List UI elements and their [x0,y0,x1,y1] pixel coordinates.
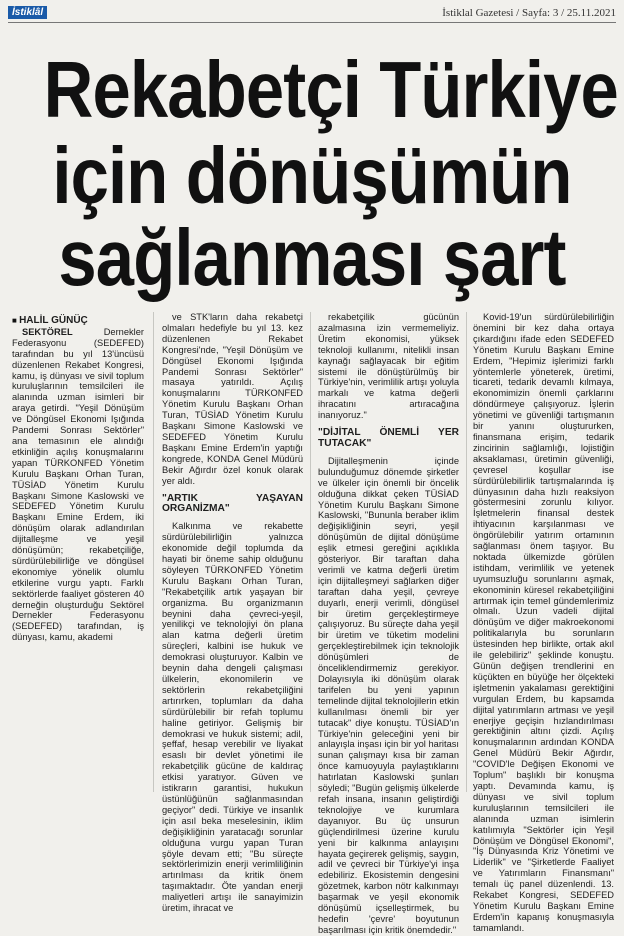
headline-line-3: sağlanması şart [58,213,566,302]
article-column-2 [162,312,303,914]
paragraph: ve STK'ların daha rekabetçi olmaları hedefiyle bu yıl 13. kez düzenlenen Rekabet Kongresi'nde, "Yeşil Dönüşüm ve Döngüsel Ekonomi Işığında Pandemi Sonrası Sektörler" masaya yatırıldı. Açılış konuşmalarını TÜRKONFED Yönetim Kurulu Başkanı Orhan Turan, TÜSİAD Yönetim Kurulu Başkanı Simone Kaslowski ve SEDEFED Yönetim Kurulu Başkanı Emine Erdem'in yaptığı kongrede, KONDA Genel Müdürü Bekir Ağırdır özel konuk olarak yer aldı. [162,312,303,486]
headline-line-2: için dönüşümün [52,131,572,220]
page-header [8,6,616,23]
article-column-1 [12,312,144,643]
newspaper-logo: İstiklâl [8,6,47,19]
paragraph: rekabetçilik gücünün azalmasına izin vermemeliyiz. Üretim ekonomisi, yüksek teknoloji kullanımı, nitelikli insan kaynağı sağlayacak bir eğitim sistemi ile dönüştürülmüş bir Türkiye'nin, verimlilik artışı yoluyla markalı ve katma değerli ihracatını artıracağına inanıyoruz." [318,312,459,421]
column-divider [153,312,154,792]
column-divider [466,312,467,792]
subheading: "ARTIK YAŞAYAN ORGANİZMA" [162,492,303,515]
source-line: İstiklal Gazetesi / Sayfa: 3 / 25.11.2021 [442,7,616,19]
lead-word: SEKTÖREL [22,326,73,337]
paragraph [12,327,144,643]
subheading: "DİJİTAL ÖNEMLİ YER TUTACAK" [318,427,459,449]
paragraph: Dijitalleşmenin içinde bulunduğumuz dönemde şirketler ve ülkeler için önemli bir öncelik olduğuna dikkat çeken TÜSİAD Yönetim Kurulu Başkanı Simone Kaslowski, "Bununla beraber iklim değişikliğinin seyri, yeşil dönüşümün de dijital dönüşüme eşlik etmesi gereğini açıklıkla gösteriyor. Bir taraftan daha verimli ve katma değerli üretim için dijitalleşmeyi sağlarken diğer taraftan daha yeşil, çevreye duyarlı, enerji verimli, döngüsel bir üretim gerçekleştirmeye çalışıyoruz. Bu süreçte daha yeşil bir üretim ve tüketim modelini gerçekleştirebilmek için teknolojik dönüşümleri de önceliklendirmemiz gerekiyor. Dolayısıyla iki dönüşüm olarak tarifelen bu yeni yapının temelinde dijital teknolojilerin etkin kullanılması önemli bir yer tutacak" diye konuştu. TÜSİAD'ın Türkiye'nin geleceğini yeni bir anlayışla inşası için bir yol haritası sunan çalışmayı kısa bir zaman önce kamuoyuyla paylaştıklarını hatırlatan Kaslowski şunları söyledi; "Bugün gelişmiş ülkelerde refah insana, insanın geliştirdiği teknolojiye ve kurumlara dayanıyor. Bu üç unsurun güçlendirilmesi üzerine kurulu yeni bir kalkınma anlayışını hayata geçirerek gelişmiş, saygın, adil ve çevreci bir Türkiye'yi inşa edebiliriz. Ekosistemin dengesini gözetmek, karbon nötr kalkınmayı başarmak ve yeşil ekonomik dönüşümü içselleştirmek, bu hedefin 'çevre' boyutunun başarılması için kritik önemdedir." [318,455,459,935]
paragraph: Kalkınma ve rekabette sürdürülebilirliğin yalnızca ekonomide değil toplumda da hayati bir öneme sahip olduğunu söyleyen TÜRKONFED Yönetim Kurulu Başkanı Orhan Turan, "Rekabetçilik artık yaşayan bir organizma. Bu organizmanın beynini daha çevreci-yeşil, yenilikçi ve teknolojiyi ön plana alan katma değerli üretim süreçleri, kalbini ise hukuk ve demokrasi oluşturuyor. Kalbin ve beynin daha dengeli çalışması ülkelerin, ekonomilerin ve sektörlerin rekabetçiliğini artırırken, toplumları da daha sürdürülebilir bir refah toplumu haline getiriyor. Gelişmiş bir demokrasi ve hukuk sistemi; adil, şeffaf, hesap verebilir ve liyakat esaslı bir devlet yönetimi ile rekabetçilik gücüne de kaldıraç etkisi yaratıyor. Güven ve istikrarın garantisi, hukukun üstünlüğünün sağlanmasından geçiyor" dedi. Türkiye ve insanlık için asıl beka meselesinin, iklim değişikliğinin yaratacağı sorunlar olduğuna vurgu yapan Turan şöyle devam etti; "Bu süreçte sektörlerimizin enerji verimliliğinin artırılması da kritik önem taşımaktadır. Öte yandan enerji maliyetleri artışı ile sanayimizin üretim, ihracat ve [162,521,303,914]
byline: ■ HALİL GÜNÜÇ [12,316,144,327]
article-column-4 [473,312,614,934]
paragraph-text: Dernekler Federasyonu (SEDEFED) tarafından bu yıl 13'üncüsü düzenlenen Rekabet Kongresi, kamu, iş dünyası ve sivil toplum kuruluşlarının temsilcileri ile alanında uzman isimleri bir araya getirdi. "Yeşil Dönüşüm ve Döngüsel Ekonomi Işığında Pandemi Sonrası Sektörler" ana temasının ele alındığı etkinliğin açılış konuşmalarını yapan TÜRKONFED Yönetim Kurulu Başkanı Orhan Turan, TÜSİAD Yönetim Kurulu Başkanı Simone Kaslowski ve SEDEFED Yönetim Kurulu Başkanı Emine Erdem, iki dönüşüm olarak adlandırılan dijitalleşme ve yeşil dönüşümün; rekabetçiliğe, sürdürülebilirliğe ve döngüsel ekonomiye yönelik olumlu etkilerine vurgu yaptı. Farklı sektörlerde faaliyet gösteren 40 derneğin oluşturduğu Sektörel Dernekler Federasyonu (SEDEFED) tarafından, iş dünyası, kamu, akademi [12,326,144,643]
column-divider [310,312,311,792]
article-column-3 [318,312,459,936]
paragraph: Kovid-19'un sürdürülebilirliğin önemini bir kez daha ortaya çıkardığını ifade eden SEDEFED Yönetim Kurulu Başkanı Emine Erdem, "Hepimiz işlerimizi farklı yöntemlerle yöneterek, üretimi, ticareti, tedarik devamlı kılmaya, ekonomimizin önemli çarklarını döndürmeye çalışıyoruz. İşlerin yönetimi ve güvenliği tartışmanın bir yanını oluştururken, finansmana erişim, tedarik zincirinin sağlamlığı, lojistiğin aksaklaması, üretimin güvenliği, çevresel koşullar ise sürdürülebilirlik tartışmalarında iş dünyasının daha hızlı reaksiyon göstermesini zorunlu kılıyor. İşletmelerin finansal destek ihtiyacının karşılanması ve öngörülebilir yatırım ortamının sağlanması önem taşıyor. Bu noktada ülkemizde görülen istihdam, verimlilik ve yetenek uyumsuzluğu sorunlarını aşmak, ekonominin küresel rekabetçiliğini artırmak için temel gündemlerimiz olmalı. Uzun vadeli dijital dönüşüm ve diğer makroekonomi politikalarıyla bu sorunların üstesinden hep birlikte, ortak akıl ile gelebiliriz" şeklinde konuştu. Günün değişen trendlerini en küçükten en büyüğe her ölçekteki işletmenin yakalaması gerektiğini vurgulan Erdem, bu kapsamda dijital yatırımların artması ve yeşil enerjiye geçişin hızlandırılması gerektiğinin altını çizdi. Açılış konuşmalarının ardından KONDA Genel Müdürü Bekir Ağırdır, "COVID'le Değişen Ekonomi ve Toplum" başlıklı bir konuşma yaptı. Devamında kamu, iş dünyası ve sivil toplum kuruluşlarının temsilcileri ile alanında uzman isimlerin katılımıyla "Sektörler için Yeşil Dönüşüm ve Döngüsel Ekonomi", "İş Dünyasında Kriz Yönetimi ve Liderlik" ve "Şirketlerde Faaliyet ve Yatırımların Finansmanı" temalı üç panel düzenlendi. 13. Rekabet Kongresi, SEDEFED Yönetim Kurulu Başkanı Emine Erdem'in kapanış konuşmasıyla tamamlandı. [473,312,614,933]
headline-line-1: Rekabetçi Türkiye [43,45,618,134]
